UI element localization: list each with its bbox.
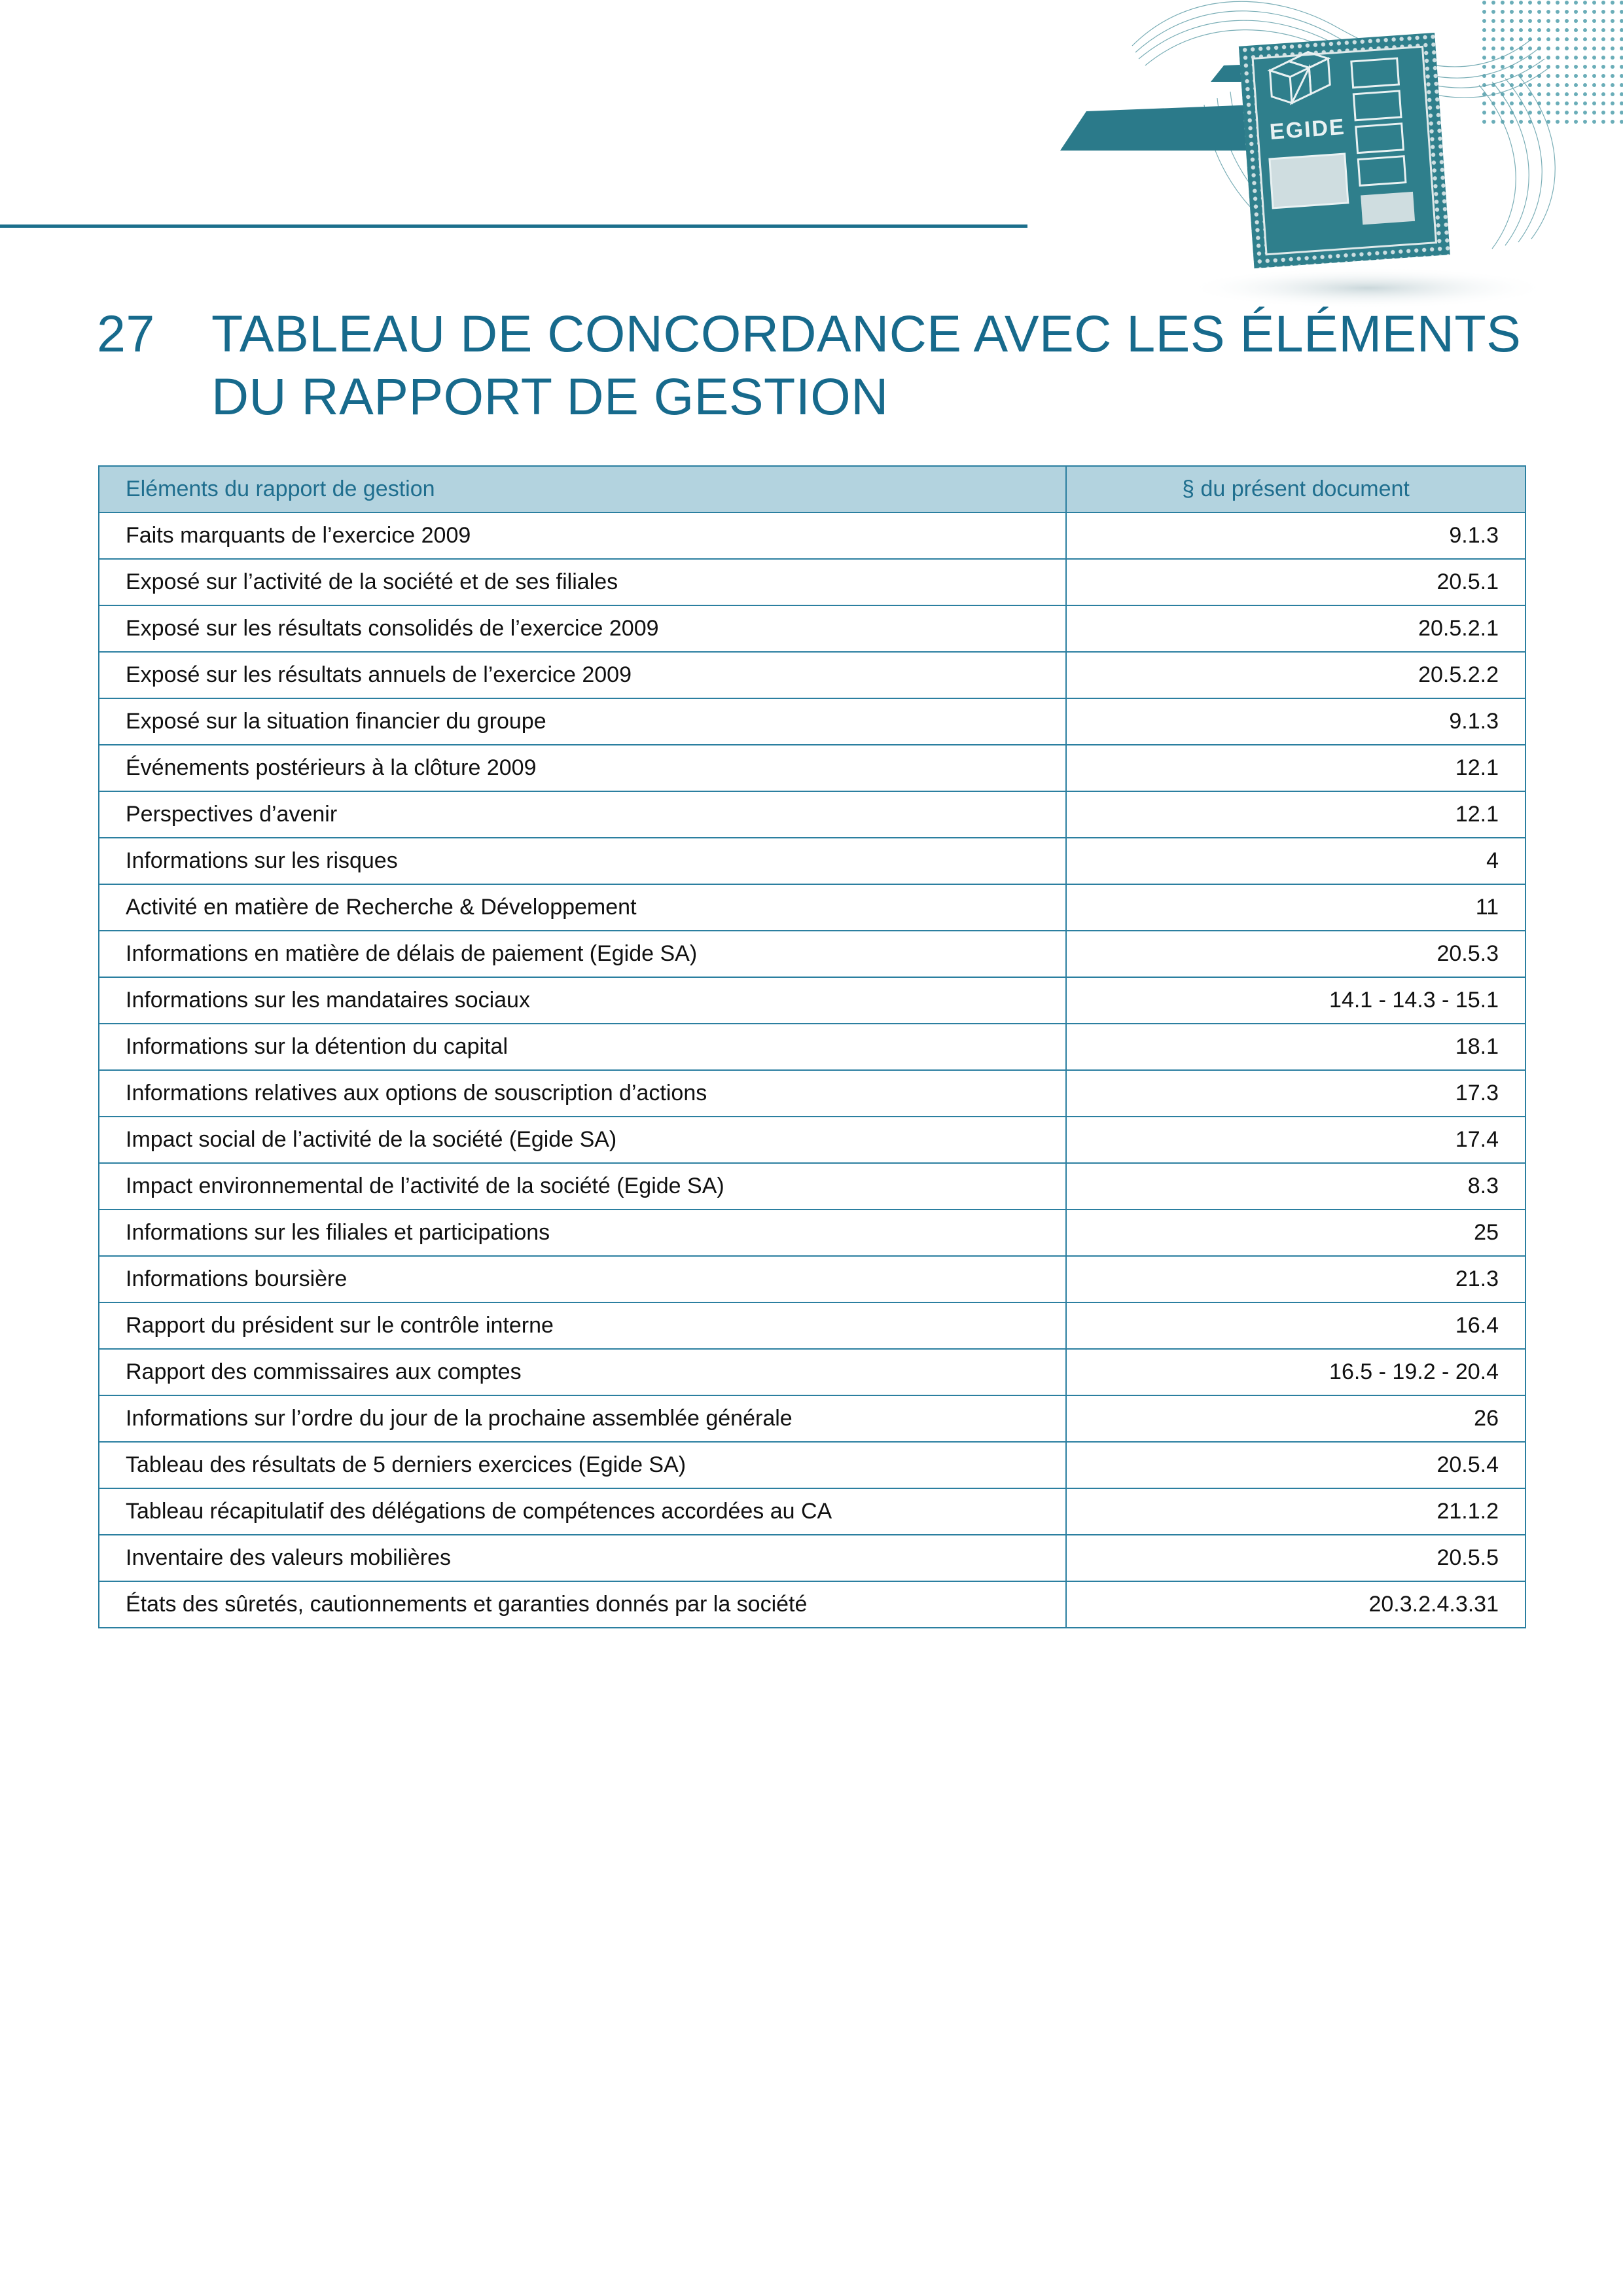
table-row — [99, 1442, 1525, 1488]
row-element-cell: Exposé sur les résultats consolidés de l’exercice 2009 — [99, 605, 1066, 652]
table-row — [99, 1256, 1525, 1302]
row-reference-cell: 20.5.3 — [1066, 931, 1525, 977]
table-row — [99, 1395, 1525, 1442]
row-reference-cell: 26 — [1066, 1395, 1525, 1442]
row-reference-cell: 16.5 - 19.2 - 20.4 — [1066, 1349, 1525, 1395]
row-element-cell: Rapport des commissaires aux comptes — [99, 1349, 1066, 1395]
table-row — [99, 698, 1525, 745]
row-reference-cell: 11 — [1066, 884, 1525, 931]
table-row — [99, 1070, 1525, 1117]
row-element-cell: Impact environnemental de l’activité de la société (Egide SA) — [99, 1163, 1066, 1210]
table-header-row — [99, 466, 1525, 512]
table-row — [99, 1488, 1525, 1535]
row-element-cell: Exposé sur les résultats annuels de l’exercice 2009 — [99, 652, 1066, 698]
table-row — [99, 1581, 1525, 1628]
table-row — [99, 605, 1525, 652]
table-row — [99, 1302, 1525, 1349]
row-reference-cell: 12.1 — [1066, 745, 1525, 791]
row-reference-cell: 20.5.5 — [1066, 1535, 1525, 1581]
row-reference-cell: 20.5.2.1 — [1066, 605, 1525, 652]
chapter-title: TABLEAU DE CONCORDANCE AVEC LES ÉLÉMENTS DU RAPPORT DE GESTION — [211, 304, 1522, 425]
row-reference-cell: 18.1 — [1066, 1024, 1525, 1070]
row-reference-cell: 20.5.1 — [1066, 559, 1525, 605]
chapter-number: 27 — [97, 304, 155, 363]
table-row — [99, 884, 1525, 931]
table-row — [99, 1024, 1525, 1070]
svg-text:EGIDE: EGIDE — [1268, 114, 1346, 145]
table-row — [99, 1535, 1525, 1581]
table-row — [99, 1210, 1525, 1256]
row-reference-cell: 17.3 — [1066, 1070, 1525, 1117]
table-body — [99, 512, 1525, 1628]
row-element-cell: Tableau des résultats de 5 derniers exercices (Egide SA) — [99, 1442, 1066, 1488]
row-element-cell: Tableau récapitulatif des délégations de compétences accordées au CA — [99, 1488, 1066, 1535]
row-reference-cell: 9.1.3 — [1066, 698, 1525, 745]
table-row — [99, 1349, 1525, 1395]
egide-logo-icon — [1060, 0, 1623, 314]
row-reference-cell: 8.3 — [1066, 1163, 1525, 1210]
table-row — [99, 1117, 1525, 1163]
row-element-cell: Événements postérieurs à la clôture 2009 — [99, 745, 1066, 791]
row-element-cell: Exposé sur la situation financier du groupe — [99, 698, 1066, 745]
row-element-cell: Informations boursière — [99, 1256, 1066, 1302]
column-header-elements: Eléments du rapport de gestion — [99, 466, 1066, 512]
row-reference-cell: 16.4 — [1066, 1302, 1525, 1349]
row-element-cell: Exposé sur l’activité de la société et de ses filiales — [99, 559, 1066, 605]
row-reference-cell: 20.3.2.4.3.31 — [1066, 1581, 1525, 1628]
row-element-cell: Faits marquants de l’exercice 2009 — [99, 512, 1066, 559]
row-reference-cell: 20.5.2.2 — [1066, 652, 1525, 698]
table-row — [99, 652, 1525, 698]
table-row — [99, 1163, 1525, 1210]
row-element-cell: Informations sur les mandataires sociaux — [99, 977, 1066, 1024]
row-reference-cell: 12.1 — [1066, 791, 1525, 838]
row-element-cell: Informations en matière de délais de paiement (Egide SA) — [99, 931, 1066, 977]
column-header-reference: § du présent document — [1066, 466, 1525, 512]
row-element-cell: Rapport du président sur le contrôle interne — [99, 1302, 1066, 1349]
table-row — [99, 977, 1525, 1024]
row-reference-cell: 4 — [1066, 838, 1525, 884]
table-row — [99, 931, 1525, 977]
row-reference-cell: 21.3 — [1066, 1256, 1525, 1302]
row-reference-cell: 17.4 — [1066, 1117, 1525, 1163]
row-element-cell: Inventaire des valeurs mobilières — [99, 1535, 1066, 1581]
concordance-table — [98, 465, 1526, 1628]
row-element-cell: Activité en matière de Recherche & Développement — [99, 884, 1066, 931]
row-element-cell: Perspectives d’avenir — [99, 791, 1066, 838]
table-row — [99, 791, 1525, 838]
header-rule — [0, 224, 1027, 228]
row-reference-cell: 25 — [1066, 1210, 1525, 1256]
row-reference-cell: 9.1.3 — [1066, 512, 1525, 559]
row-reference-cell: 21.1.2 — [1066, 1488, 1525, 1535]
table-row — [99, 559, 1525, 605]
row-reference-cell: 20.5.4 — [1066, 1442, 1525, 1488]
row-element-cell: Informations sur l’ordre du jour de la prochaine assemblée générale — [99, 1395, 1066, 1442]
row-element-cell: Impact social de l’activité de la société (Egide SA) — [99, 1117, 1066, 1163]
table-row — [99, 512, 1525, 559]
row-element-cell: Informations sur les risques — [99, 838, 1066, 884]
row-element-cell: États des sûretés, cautionnements et garanties donnés par la société — [99, 1581, 1066, 1628]
table-row — [99, 745, 1525, 791]
row-element-cell: Informations sur la détention du capital — [99, 1024, 1066, 1070]
row-element-cell: Informations relatives aux options de souscription d’actions — [99, 1070, 1066, 1117]
row-element-cell: Informations sur les filiales et participations — [99, 1210, 1066, 1256]
row-reference-cell: 14.1 - 14.3 - 15.1 — [1066, 977, 1525, 1024]
table-row — [99, 838, 1525, 884]
